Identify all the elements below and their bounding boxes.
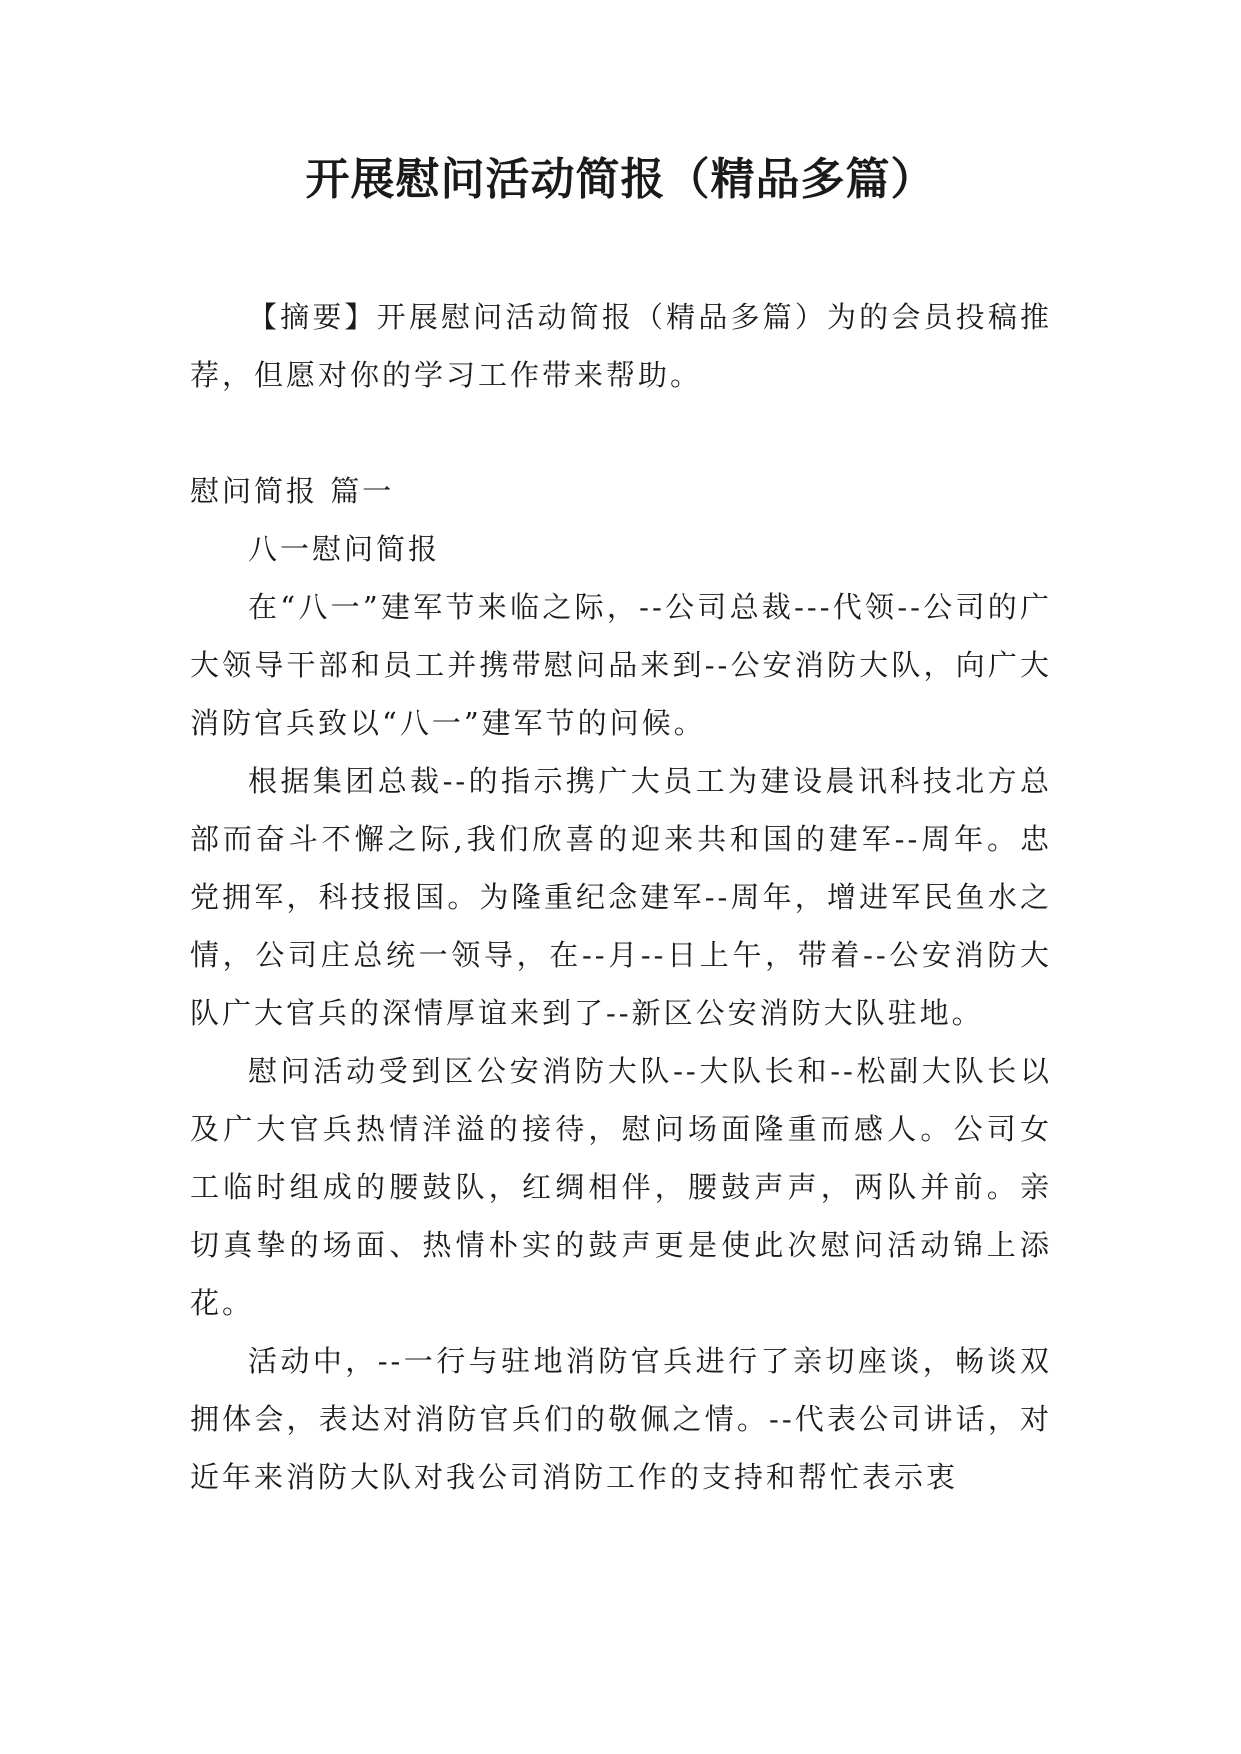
body-paragraph: 根据集团总裁--的指示携广大员工为建设晨讯科技北方总部而奋斗不懈之际,我们欣喜的迎来共和国的建军--周年。忠党拥军，科技报国。为隆重纪念建军--周年，增进军民鱼水之情，公司庄总统一领导，在--月--日上午，带着--公安消防大队广大官兵的深情厚谊来到了--新区公安消防大队驻地。 (190, 764, 1052, 1030)
abstract-paragraph: 【摘要】开展慰问活动简报（精品多篇）为的会员投稿推荐，但愿对你的学习工作带来帮助。 (190, 300, 1052, 392)
subtitle: 八一慰问简报 (248, 532, 441, 566)
section-heading: 慰问简报 篇一 (190, 474, 395, 508)
document-title: 开展慰问活动简报（精品多篇） (305, 154, 936, 205)
body-paragraph: 在“八一”建军节来临之际，--公司总裁---代领--公司的广大领导干部和员工并携带慰问品来到--公安消防大队，向广大消防官兵致以“八一”建军节的问候。 (190, 590, 1052, 740)
body-paragraph: 慰问活动受到区公安消防大队--大队长和--松副大队长以及广大官兵热情洋溢的接待，慰问场面隆重而感人。公司女工临时组成的腰鼓队，红绸相伴，腰鼓声声，两队并前。亲切真挚的场面、热情朴实的鼓声更是使此次慰问活动锦上添花。 (190, 1054, 1052, 1320)
document-body (190, 288, 1052, 1506)
body-paragraph: 活动中，--一行与驻地消防官兵进行了亲切座谈，畅谈双拥体会，表达对消防官兵们的敬佩之情。--代表公司讲话，对近年来消防大队对我公司消防工作的支持和帮忙表示衷 (190, 1344, 1052, 1494)
